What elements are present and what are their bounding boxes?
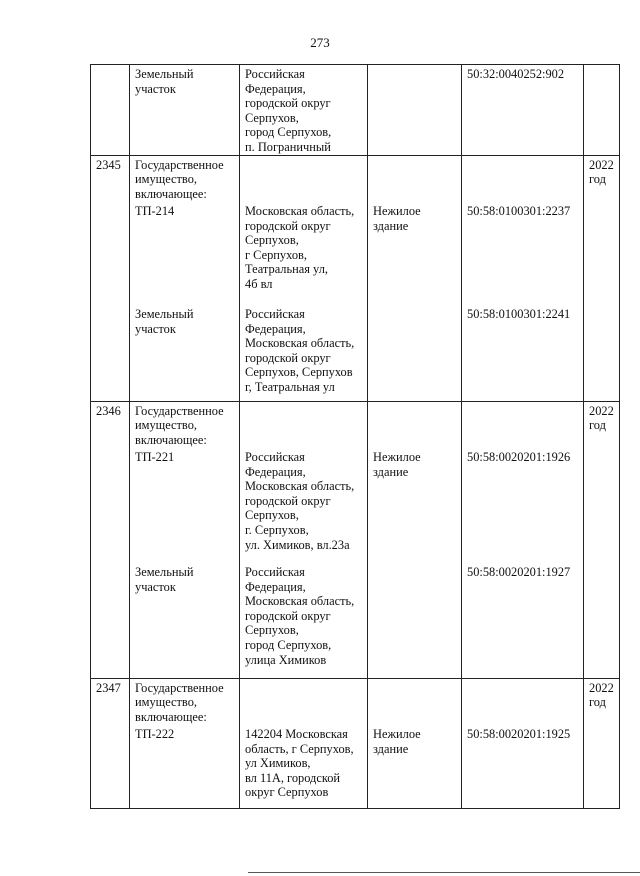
table-row [91, 305, 620, 401]
transfer-year [584, 448, 620, 563]
row-number [91, 448, 130, 563]
object-address: Российская Федерация, Московская область, городской округ Серпухов, г. Серпухов, ул. Химиков, вл.23а [240, 448, 368, 563]
object-address [240, 155, 368, 202]
cadastral-number [462, 155, 584, 202]
object-name: Государственное имущество, включающее: [130, 155, 240, 202]
transfer-year [584, 563, 620, 678]
object-type: Нежилое здание [368, 448, 462, 563]
table-row [91, 202, 620, 305]
row-number: 2346 [91, 401, 130, 448]
object-address: 142204 Московская область, г Серпухов, ул Химиков, вл 11А, городской округ Серпухов [240, 725, 368, 808]
object-type [368, 155, 462, 202]
row-number [91, 202, 130, 305]
row-number [91, 305, 130, 401]
object-address [240, 401, 368, 448]
object-address: Московская область, городской округ Серпухов, г Серпухов, Театральная ул, 4б вл [240, 202, 368, 305]
transfer-year [584, 305, 620, 401]
transfer-year: 2022 год [584, 401, 620, 448]
page-bottom-rule [248, 872, 640, 873]
table-row [91, 563, 620, 678]
object-address: Российская Федерация, городской округ Серпухов, город Серпухов, п. Пограничный [240, 65, 368, 156]
row-number [91, 563, 130, 678]
property-registry-table [90, 64, 620, 809]
cadastral-number: 50:32:0040252:902 [462, 65, 584, 156]
object-name: Государственное имущество, включающее: [130, 401, 240, 448]
table-row [91, 155, 620, 202]
cadastral-number: 50:58:0020201:1925 [462, 725, 584, 808]
object-type [368, 563, 462, 678]
transfer-year: 2022 год [584, 155, 620, 202]
object-type [368, 305, 462, 401]
table-row [91, 448, 620, 563]
cadastral-number [462, 401, 584, 448]
transfer-year [584, 725, 620, 808]
object-type [368, 678, 462, 725]
table-row [91, 401, 620, 448]
row-number [91, 725, 130, 808]
table-row [91, 678, 620, 725]
object-type: Нежилое здание [368, 202, 462, 305]
cadastral-number [462, 678, 584, 725]
object-address: Российская Федерация, Московская область, городской округ Серпухов, город Серпухов, улица Химиков [240, 563, 368, 678]
transfer-year [584, 65, 620, 156]
object-type [368, 401, 462, 448]
table-row [91, 65, 620, 156]
page-number: 273 [310, 35, 330, 50]
object-name: Земельный участок [130, 563, 240, 678]
row-number: 2345 [91, 155, 130, 202]
transfer-year: 2022 год [584, 678, 620, 725]
object-name: ТП-214 [130, 202, 240, 305]
cadastral-number: 50:58:0100301:2241 [462, 305, 584, 401]
object-name: Государственное имущество, включающее: [130, 678, 240, 725]
object-name: ТП-221 [130, 448, 240, 563]
object-name: Земельный участок [130, 305, 240, 401]
object-address: Российская Федерация, Московская область, городской округ Серпухов, Серпухов г, Театральная ул [240, 305, 368, 401]
cadastral-number: 50:58:0020201:1926 [462, 448, 584, 563]
object-type: Нежилое здание [368, 725, 462, 808]
transfer-year [584, 202, 620, 305]
object-name: ТП-222 [130, 725, 240, 808]
row-number: 2347 [91, 678, 130, 725]
table-row [91, 725, 620, 808]
row-number [91, 65, 130, 156]
object-address [240, 678, 368, 725]
object-type [368, 65, 462, 156]
cadastral-number: 50:58:0020201:1927 [462, 563, 584, 678]
object-name: Земельный участок [130, 65, 240, 156]
cadastral-number: 50:58:0100301:2237 [462, 202, 584, 305]
